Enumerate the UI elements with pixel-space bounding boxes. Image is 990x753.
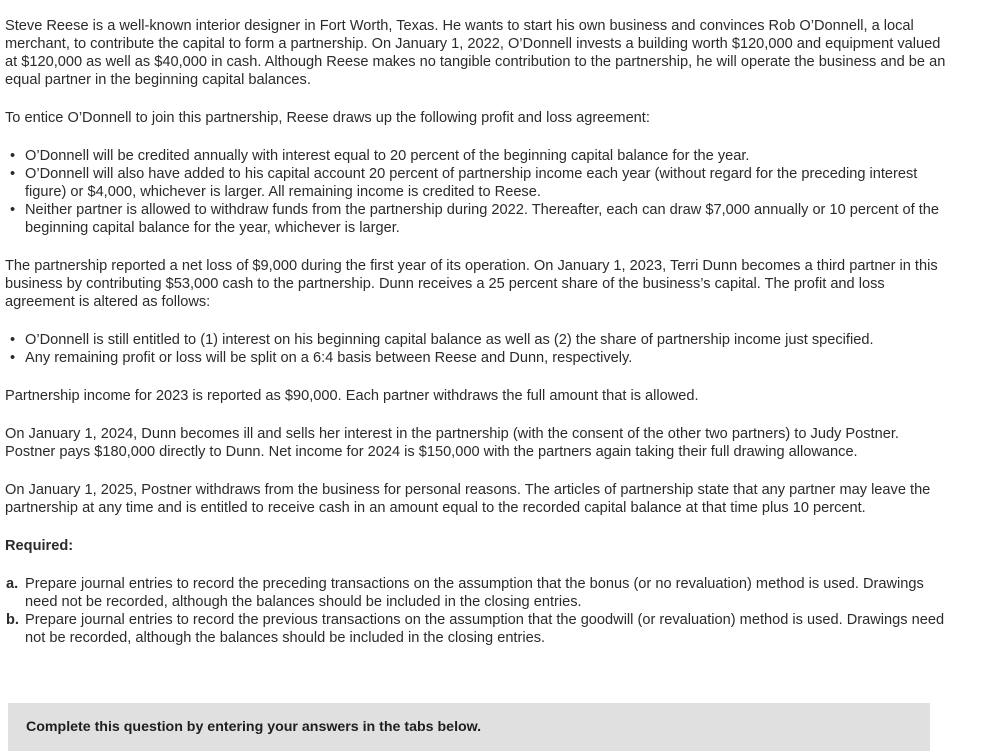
required-parts-list	[5, 575, 950, 647]
required-heading: Required:	[5, 538, 74, 554]
part-marker: a.	[6, 576, 19, 592]
part-text: Prepare journal entries to record the preceding transactions on the assumption that the bonus (or no revaluation) method is used. Drawings need not be recorded, although the balances should be included in the closing entries.	[25, 576, 924, 610]
required-part-b	[6, 611, 950, 647]
agreement-list	[5, 147, 950, 237]
withdrawal-2025-paragraph: On January 1, 2025, Postner withdraws from the business for personal reasons. The articles of partnership state that any partner may leave the partnership at any time and is entitled to receive cash in an amount equal to the recorded capital balance at that time plus 10 percent.	[5, 482, 931, 516]
intro-paragraph: Steve Reese is a well-known interior designer in Fort Worth, Texas. He wants to start his own business and convinces Rob O’Donnell, a local merchant, to contribute the capital to form a partnership. On January 1, 2022, O’Donnell invests a building worth $120,000 and equipment valued at $120,000 as well as $40,000 in cash. Although Reese makes no tangible contribution to the partnership, he will operate the business and be an equal partner in the beginning capital balances.	[5, 18, 946, 88]
instructions-banner	[8, 703, 930, 751]
sale-2024-paragraph: On January 1, 2024, Dunn becomes ill and sells her interest in the partnership (with the consent of the other two partners) to Judy Postner. Postner pays $180,000 directly to Dunn. Net income for 2024 is $150,000 with the partners again taking their full drawing allowance.	[5, 426, 899, 460]
list-item: • O’Donnell will be credited annually with interest equal to 20 percent of the beginning capital balance for the year.	[25, 147, 950, 165]
required-part-a	[6, 575, 950, 611]
income-2023-paragraph: Partnership income for 2023 is reported as $90,000. Each partner withdraws the full amount that is allowed.	[5, 388, 699, 404]
altered-agreement-list	[5, 331, 950, 367]
part-marker: b.	[6, 612, 19, 628]
list-item: • Neither partner is allowed to withdraw funds from the partnership during 2022. Thereafter, each can draw $7,000 annually or 10 percent of the beginning capital balance for the year, whichever is larger.	[25, 201, 950, 237]
list-item: • O’Donnell is still entitled to (1) interest on his beginning capital balance as well as (2) the share of partnership income just specified.	[25, 331, 950, 349]
list-item: • Any remaining profit or loss will be split on a 6:4 basis between Reese and Dunn, respectively.	[25, 349, 950, 367]
problem-statement	[5, 17, 950, 647]
banner-text: Complete this question by entering your answers in the tabs below.	[26, 719, 482, 735]
list-item: • O’Donnell will also have added to his capital account 20 percent of partnership income each year (without regard for the preceding interest figure) or $4,000, whichever is larger. All remaining income is credited to Reese.	[25, 165, 950, 201]
agreement-intro: To entice O’Donnell to join this partnership, Reese draws up the following profit and loss agreement:	[5, 110, 650, 126]
part-text: Prepare journal entries to record the previous transactions on the assumption that the goodwill (or revaluation) method is used. Drawings need not be recorded, although the balances should be included in the closing entries.	[25, 612, 945, 646]
net-loss-paragraph: The partnership reported a net loss of $9,000 during the first year of its operation. On January 1, 2023, Terri Dunn becomes a third partner in this business by contributing $53,000 cash to the partnership. Dunn receives a 25 percent share of the business’s capital. The profit and loss agreement is altered as follows:	[5, 258, 938, 310]
